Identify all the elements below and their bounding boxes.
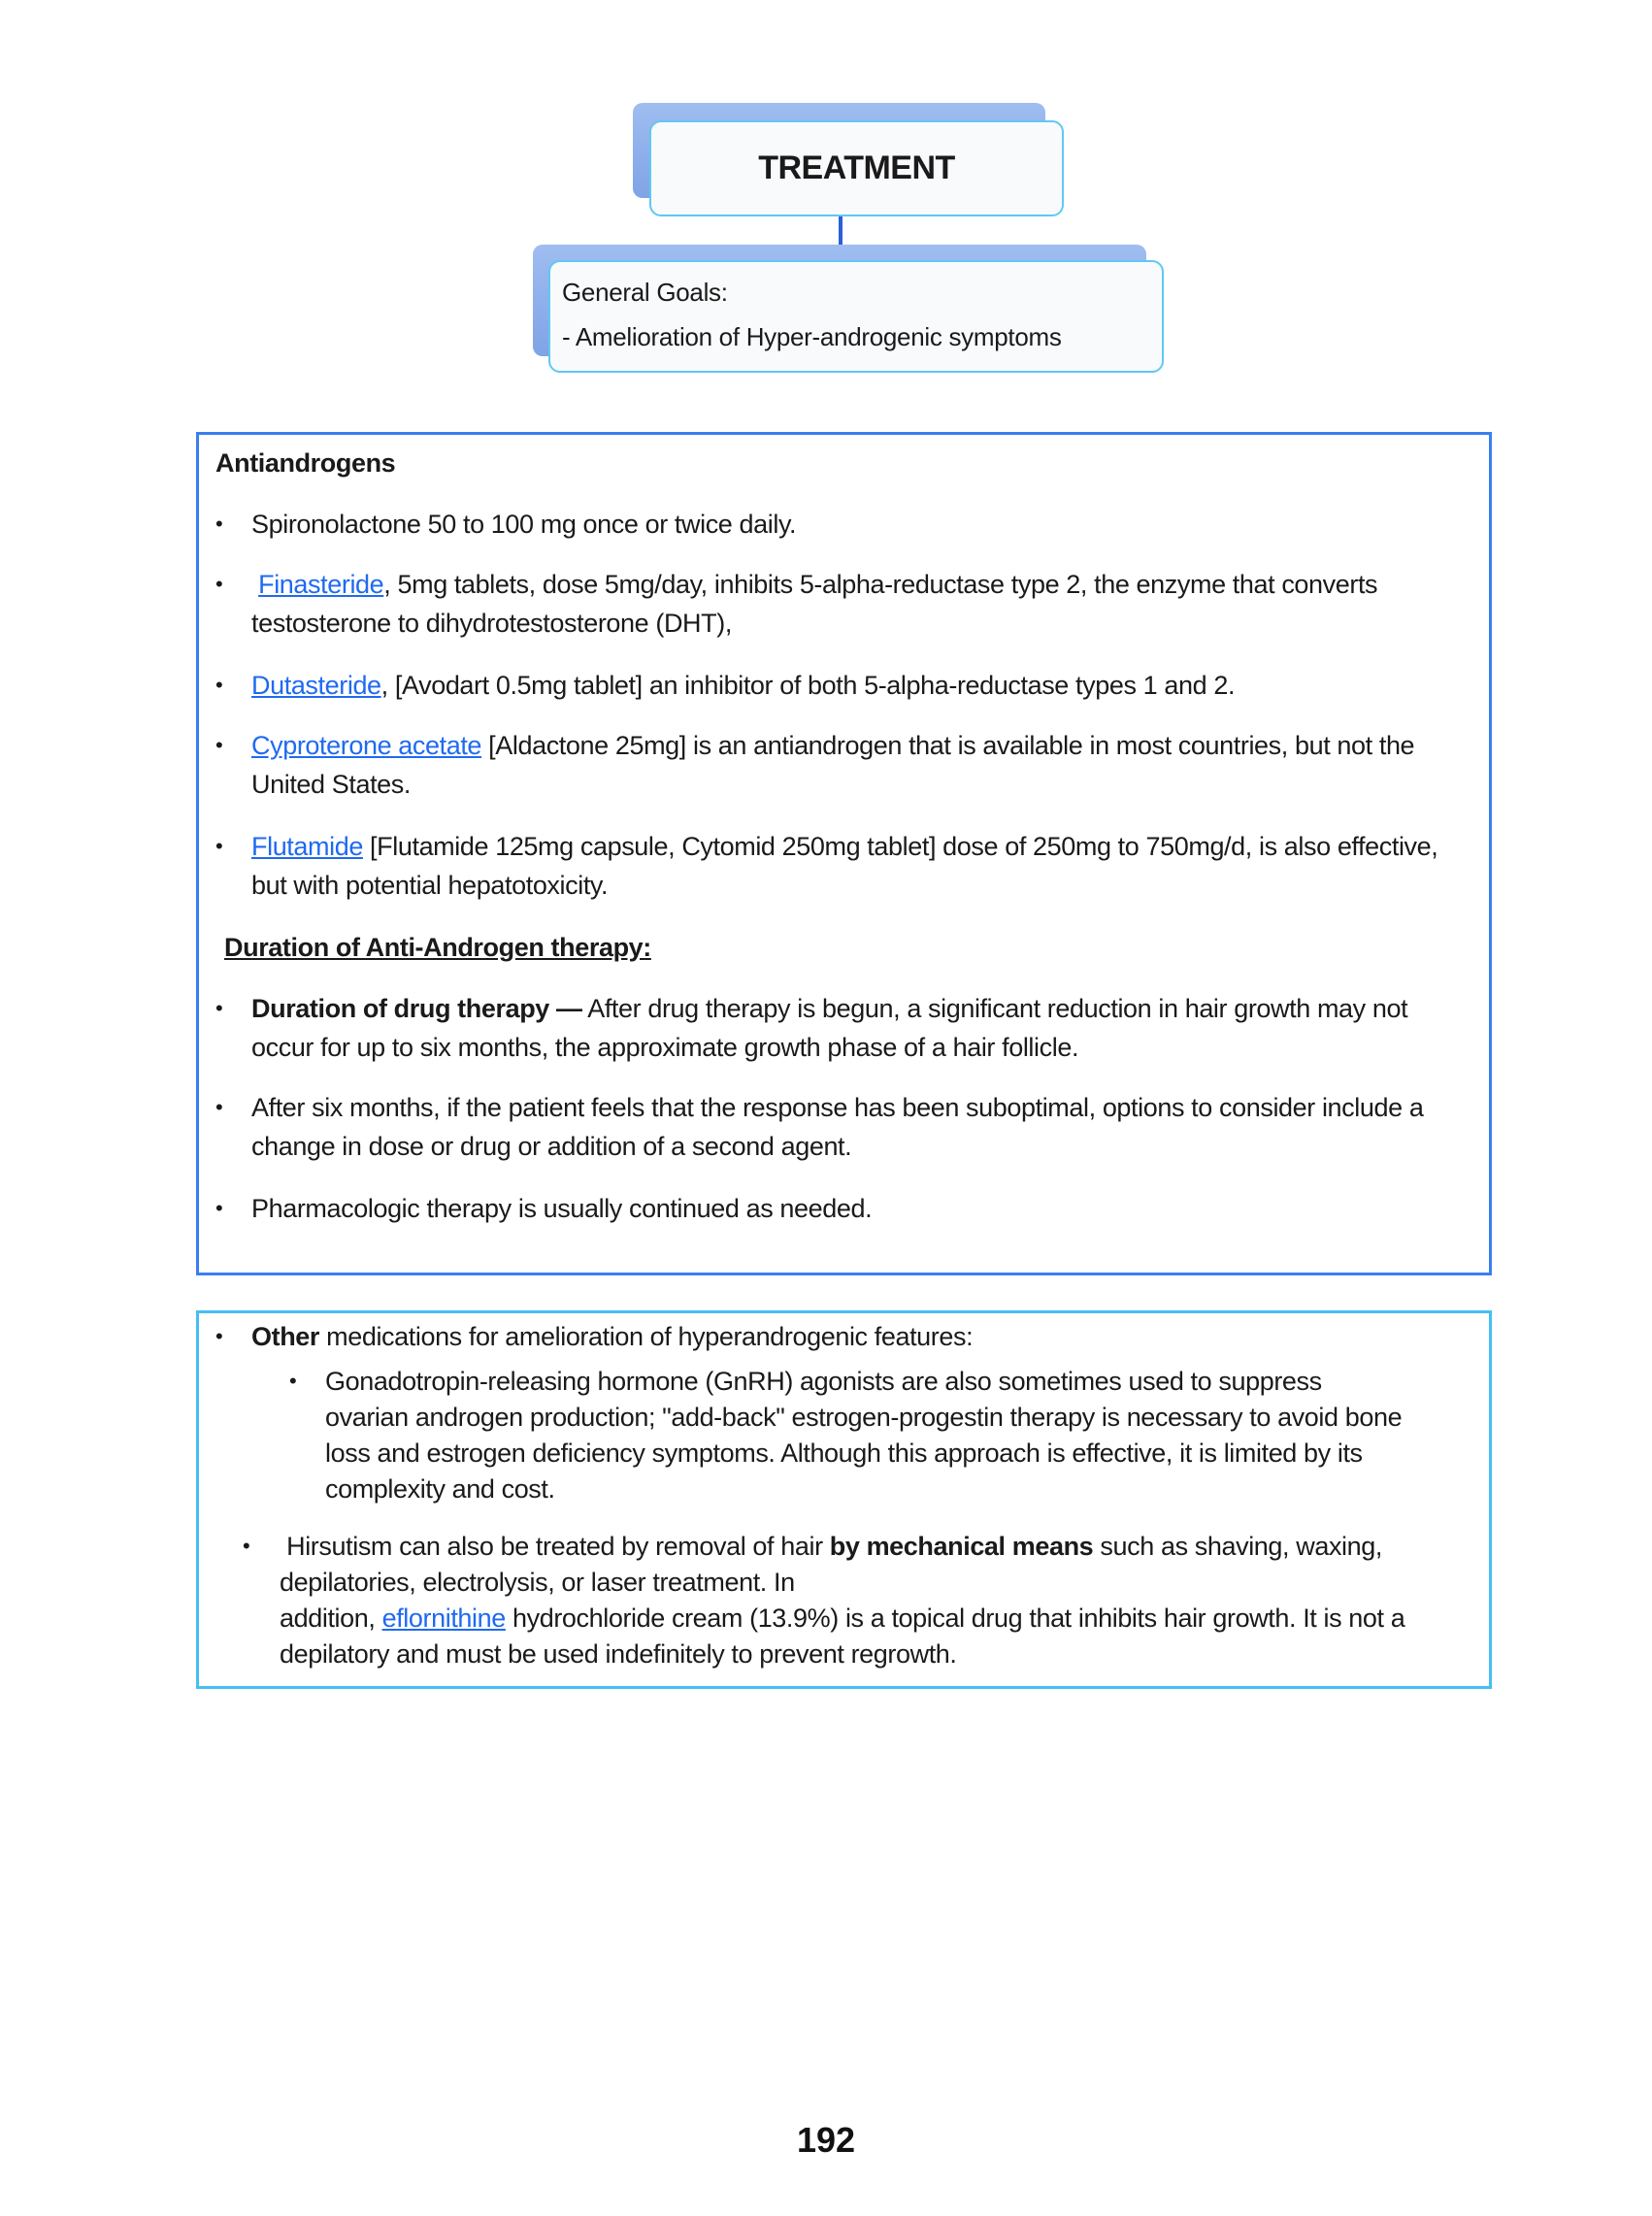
goals-box <box>548 260 1164 373</box>
goals-item: - Amelioration of Hyper-androgenic symptoms <box>562 322 1062 351</box>
treatment-title: TREATMENT <box>758 149 955 186</box>
bullet: • <box>215 1196 223 1220</box>
item-text: Spironolactone 50 to 100 mg once or twice daily. <box>251 510 797 539</box>
bullet: • <box>215 673 223 697</box>
item-bold-text: Duration of drug therapy — <box>251 994 582 1023</box>
list-item <box>251 1317 1476 1356</box>
bullet: • <box>215 1324 223 1348</box>
sub-list-item: Gonadotropin-releasing hormone (GnRH) agonists are also sometimes used to suppress ovarian androgen production; "add-back" estrogen-progestin therapy is necessary to avoid bone loss and estrogen deficiency symptoms. Although this approach is effective, it is limited by its complexity and cost. <box>325 1367 1403 1504</box>
item-text: such as shaving, waxing, depilatories, electrolysis, or laser treatment. In <box>280 1532 1382 1597</box>
list-item <box>251 666 1476 705</box>
bullet: • <box>243 1534 250 1558</box>
finasteride-link[interactable]: Finasteride <box>258 570 384 599</box>
item-text: [Aldactone 25mg] is an antiandrogen that is available in most countries, but not the United States. <box>251 731 1415 799</box>
item-text: Pharmacologic therapy is usually continued as needed. <box>251 1194 873 1223</box>
goals-label: General Goals: <box>562 278 728 307</box>
eflornithine-link[interactable]: eflornithine <box>381 1604 506 1633</box>
antiandrogens-heading: Antiandrogens <box>215 448 396 478</box>
duration-heading: Duration of Anti-Androgen therapy: <box>224 933 651 962</box>
item-text: hydrochloride cream (13.9%) is a topical drug that inhibits hair growth. It is not a depilatory and must be used indefinitely to prevent regrowth. <box>280 1604 1405 1669</box>
bullet: • <box>215 1095 223 1119</box>
bullet: • <box>289 1369 297 1393</box>
page-number: 192 <box>796 2120 856 2160</box>
list-item <box>251 1189 1476 1228</box>
dutasteride-link[interactable]: Dutasteride <box>251 671 381 700</box>
flutamide-link[interactable]: Flutamide <box>251 832 363 861</box>
item-text: After six months, if the patient feels that the response has been suboptimal, options to consider include a change in dose or drug or addition of a second agent. <box>251 1093 1424 1161</box>
treatment-box <box>649 120 1064 216</box>
item-bold-text: Other <box>251 1322 320 1351</box>
bullet: • <box>215 512 223 536</box>
list-item <box>280 1529 1464 1672</box>
connector-line <box>839 216 843 246</box>
bullet: • <box>215 733 223 757</box>
bullet: • <box>215 996 223 1020</box>
list-item <box>251 726 1476 804</box>
item-text: addition, <box>280 1604 382 1633</box>
bullet: • <box>215 572 223 596</box>
item-text: Hirsutism can also be treated by removal of hair <box>286 1532 830 1561</box>
list-item <box>251 989 1476 1067</box>
list-item <box>251 565 1476 643</box>
list-item <box>251 505 1476 544</box>
item-text: medications for amelioration of hyperandrogenic features: <box>319 1322 974 1351</box>
item-text: , [Avodart 0.5mg tablet] an inhibitor of both 5-alpha-reductase types 1 and 2. <box>380 671 1236 700</box>
list-item <box>251 1088 1476 1166</box>
cyproterone-acetate-link[interactable]: Cyproterone acetate <box>251 731 482 760</box>
list-item <box>251 827 1476 905</box>
item-text: [Flutamide 125mg capsule, Cytomid 250mg tablet] dose of 250mg to 750mg/d, is also effective, but with potential hepatotoxicity. <box>251 832 1438 900</box>
item-bold-text: by mechanical means <box>829 1532 1094 1561</box>
item-text: , 5mg tablets, dose 5mg/day, inhibits 5-alpha-reductase type 2, the enzyme that converts testosterone to dihydrotestosterone (DHT), <box>251 570 1378 638</box>
bullet: • <box>215 834 223 858</box>
item-text: After drug therapy is begun, a significant reduction in hair growth may not occur for up to six months, the approximate growth phase of a hair follicle. <box>251 994 1408 1062</box>
